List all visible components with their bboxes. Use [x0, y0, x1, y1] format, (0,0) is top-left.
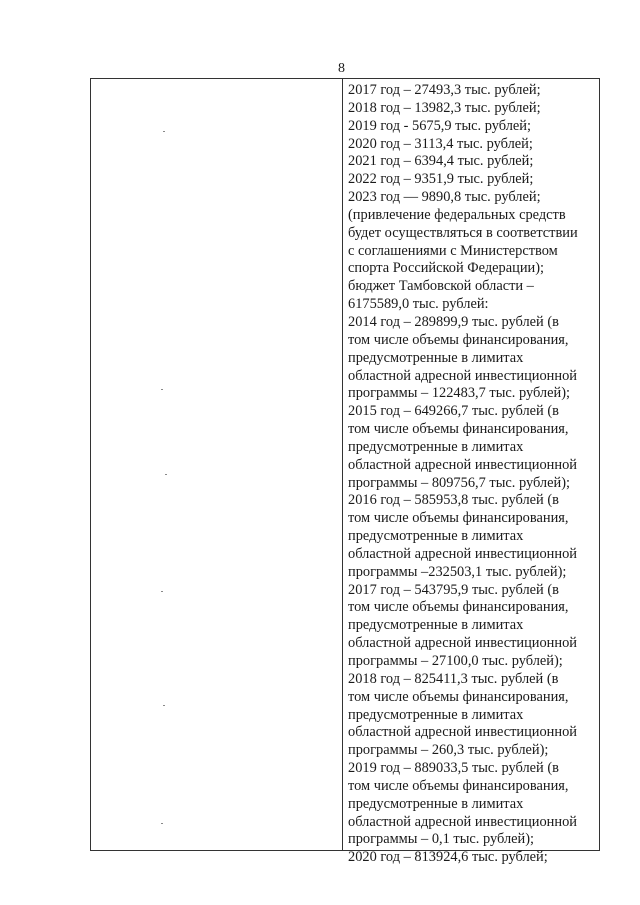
text-line: 2020 год – 813924,6 тыс. рублей;	[348, 849, 548, 866]
text-line: предусмотренные в лимитах	[348, 438, 524, 455]
scan-speck	[161, 591, 163, 592]
text-line: областной адресной инвестиционной	[348, 545, 577, 562]
text-line: областной адресной инвестиционной	[348, 635, 577, 652]
text-line: (привлечение федеральных средств	[348, 206, 566, 223]
scan-speck	[161, 389, 163, 390]
text-line: программы – 122483,7 тыс. рублей);	[348, 385, 570, 402]
text-line: том числе объемы финансирования,	[348, 510, 569, 527]
text-line: областной адресной инвестиционной	[348, 724, 577, 741]
text-line: 2020 год – 3113,4 тыс. рублей;	[348, 135, 533, 152]
text-line: 2018 год – 825411,3 тыс. рублей (в	[348, 670, 559, 687]
text-line: с соглашениями с Министерством	[348, 242, 558, 259]
text-line: программы –232503,1 тыс. рублей);	[348, 563, 567, 580]
text-line: 2019 год - 5675,9 тыс. рублей;	[348, 117, 531, 134]
text-line: том числе объемы финансирования,	[348, 688, 569, 705]
text-line: 2014 год – 289899,9 тыс. рублей (в	[348, 313, 559, 330]
text-line: предусмотренные в лимитах	[348, 617, 524, 634]
text-line: предусмотренные в лимитах	[348, 349, 524, 366]
text-line: 6175589,0 тыс. рублей:	[348, 296, 489, 313]
text-line: предусмотренные в лимитах	[348, 706, 524, 723]
table-right-column	[344, 79, 599, 866]
document-table	[90, 78, 600, 866]
text-line: 2016 год – 585953,8 тыс. рублей (в	[348, 492, 559, 509]
text-line: 2018 год – 13982,3 тыс. рублей;	[348, 99, 541, 116]
text-line: 2019 год – 889033,5 тыс. рублей (в	[348, 760, 559, 777]
text-line: программы – 809756,7 тыс. рублей);	[348, 474, 570, 491]
text-line: 2021 год – 6394,4 тыс. рублей;	[348, 153, 534, 170]
text-line: том числе объемы финансирования,	[348, 777, 569, 794]
text-line: программы – 0,1 тыс. рублей);	[348, 831, 535, 848]
page-number: 8	[338, 61, 345, 76]
scan-speck	[163, 705, 165, 706]
scan-speck	[163, 131, 165, 132]
text-line: 2022 год – 9351,9 тыс. рублей;	[348, 171, 534, 188]
text-line: областной адресной инвестиционной	[348, 813, 577, 830]
text-line: предусмотренные в лимитах	[348, 795, 524, 812]
text-line: 2023 год — 9890,8 тыс. рублей;	[348, 189, 541, 206]
text-line: том числе объемы финансирования,	[348, 331, 569, 348]
text-line: бюджет Тамбовской области –	[348, 278, 534, 295]
scan-speck	[161, 823, 163, 824]
table-left-column	[91, 79, 343, 850]
text-line: спорта Российской Федерации);	[348, 260, 545, 277]
text-line: областной адресной инвестиционной	[348, 456, 577, 473]
text-line: областной адресной инвестиционной	[348, 367, 577, 384]
text-line: программы – 27100,0 тыс. рублей);	[348, 653, 563, 669]
text-line: программы – 260,3 тыс. рублей);	[348, 742, 549, 759]
text-line: предусмотренные в лимитах	[348, 528, 524, 545]
text-line: 2017 год – 543795,9 тыс. рублей (в	[348, 581, 559, 598]
text-line: том числе объемы финансирования,	[348, 421, 569, 438]
text-line: том числе объемы финансирования,	[348, 599, 569, 616]
text-line: 2017 год – 27493,3 тыс. рублей;	[348, 82, 541, 98]
text-line: будет осуществляться в соответствии	[348, 224, 578, 241]
scan-speck	[165, 474, 167, 475]
text-line: 2015 год – 649266,7 тыс. рублей (в	[348, 403, 559, 420]
